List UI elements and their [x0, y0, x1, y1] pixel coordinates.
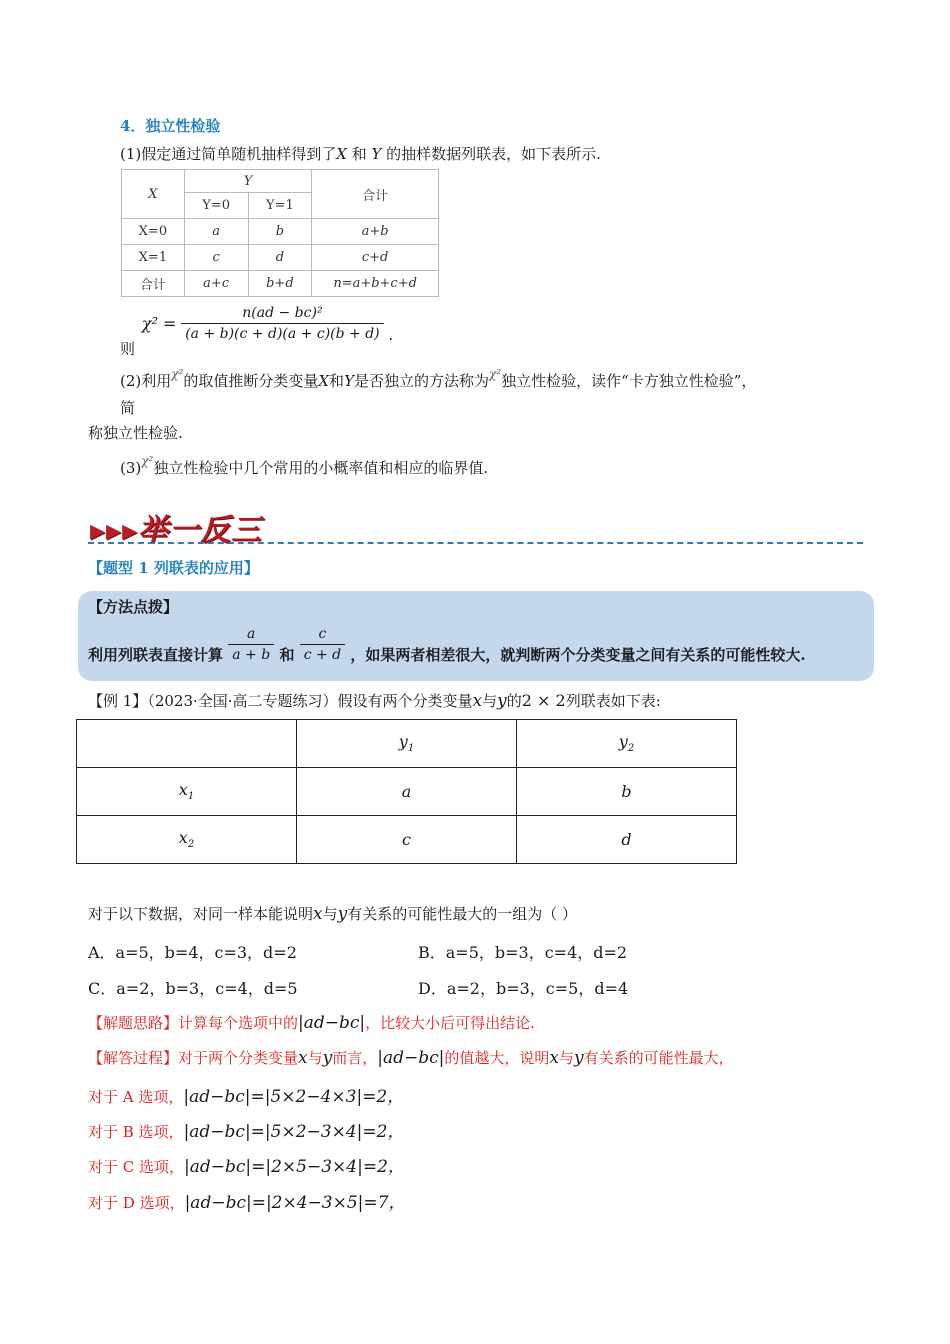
chi-square-formula — [120, 305, 394, 358]
p1-y: Y — [371, 145, 382, 163]
p2-chi: χ² — [171, 367, 184, 381]
cell: n=a+b+c+d — [312, 271, 439, 297]
method-line — [88, 626, 806, 663]
table-row — [77, 768, 737, 816]
p2-a: (2)利用 — [120, 372, 172, 390]
cell-a: a — [297, 768, 517, 816]
p2-d: 是否独立的方法称为 — [353, 372, 489, 390]
example-header — [88, 690, 661, 711]
cell: c+d — [312, 245, 439, 271]
table-row — [77, 816, 737, 864]
row-x1: $x_1$ — [77, 768, 297, 816]
cell: a+c — [184, 271, 248, 297]
example-label: 【例 1】 — [88, 692, 148, 710]
header-y2: $y_2$ — [517, 720, 737, 768]
process-b: 而言， — [332, 1049, 378, 1067]
method-and: 和 — [279, 646, 295, 664]
method-line-a: 利用列联表直接计算 — [88, 646, 224, 664]
option-a[interactable]: A．a=5，b=4，c=3，d=2 — [88, 943, 297, 962]
question-x: x — [313, 904, 323, 924]
p3-b: 独立性检验中几个常用的小概率值和相应的临界值. — [153, 459, 489, 477]
table-sub-y1: Y=1 — [248, 193, 312, 219]
line-expr: |ad−bc|=|5×2−3×4|=2， — [183, 1122, 405, 1142]
f2-den: c + d — [303, 647, 342, 663]
question-b: 有关系的可能性最大的一组为（ ） — [347, 905, 578, 923]
question-with: 与 — [322, 905, 338, 923]
header-y1: $y_1$ — [297, 720, 517, 768]
option-d[interactable]: D．a=2，b=3，c=5，d=4 — [418, 979, 629, 998]
p2-g: 称独立性检验. — [88, 424, 183, 442]
p2-c: 和 — [329, 372, 345, 390]
method-line-b: ，如果两者相差很大，就判断两个分类变量之间有关系的可能性较大. — [350, 646, 806, 664]
table-row — [122, 219, 439, 245]
formula-denominator: (a + b)(c + d)(a + c)(b + d) — [185, 326, 380, 342]
formula-end: . — [388, 325, 394, 344]
process-d: 有关系的可能性最大， — [583, 1049, 734, 1067]
method-fraction-1 — [228, 626, 274, 663]
process-label: 【解答过程】 — [88, 1049, 179, 1067]
line-prefix: 对于 D 选项， — [88, 1194, 185, 1212]
example-x: x — [472, 691, 483, 711]
line-expr: |ad−bc|=|2×4−3×5|=7， — [184, 1193, 406, 1213]
question-text — [88, 903, 577, 924]
option-b[interactable]: B．a=5，b=3，c=4，d=2 — [418, 943, 628, 962]
p1-prefix: (1)假定通过简单随机抽样得到了 — [120, 145, 337, 163]
formula-lhs: χ² = — [141, 314, 177, 333]
cell: b — [248, 219, 312, 245]
p1-suffix: 的抽样数据列联表，如下表所示. — [381, 145, 601, 163]
banner-divider — [88, 542, 863, 544]
process-expr: |ad−bc| — [377, 1048, 445, 1068]
example-y: y — [497, 691, 507, 711]
solution-think — [88, 1012, 535, 1033]
process-with: 与 — [307, 1049, 323, 1067]
method-title: 【方法点拨】 — [88, 598, 179, 616]
contingency-table — [121, 169, 439, 297]
f1-num: a — [228, 626, 274, 645]
p2-b: 的取值推断分类变量 — [183, 372, 319, 390]
solution-line-b — [88, 1117, 404, 1142]
example-tail: 列联表如下表: — [565, 692, 661, 710]
p1-x: X — [336, 145, 347, 163]
cell: a — [184, 219, 248, 245]
empty-cell — [77, 720, 297, 768]
example-with: 与 — [482, 692, 498, 710]
process-a: 对于两个分类变量 — [178, 1049, 299, 1067]
line-prefix: 对于 B 选项， — [88, 1123, 184, 1141]
row-label: 合计 — [122, 271, 185, 297]
paragraph-2 — [120, 367, 757, 391]
think-label: 【解题思路】 — [88, 1014, 179, 1032]
think-b: ，比较大小后可得出结论. — [365, 1014, 535, 1032]
p2-x: X — [318, 372, 330, 390]
cell: c — [184, 245, 248, 271]
line-prefix: 对于 A 选项， — [88, 1088, 184, 1106]
example-of: 的 — [506, 692, 522, 710]
formula-prefix: 则 — [120, 339, 136, 358]
row-label: X=0 — [122, 219, 185, 245]
cell: a+b — [312, 219, 439, 245]
process-with2: 与 — [559, 1049, 575, 1067]
question-a: 对于以下数据，对同一样本能说明 — [88, 905, 314, 923]
p2-f: 简 — [120, 399, 136, 417]
type1-title: 【题型 1 列联表的应用】 — [88, 559, 259, 577]
formula-fraction — [181, 305, 383, 342]
f1-den: a + b — [232, 647, 271, 663]
cell-d: d — [517, 816, 737, 864]
cell-c: c — [297, 816, 517, 864]
f2-num: c — [300, 626, 345, 645]
table-header-y: Y — [184, 170, 312, 193]
cell-b: b — [517, 768, 737, 816]
row-x2: $x_2$ — [77, 816, 297, 864]
process-c: 的值越大，说明 — [444, 1049, 550, 1067]
p2-y: Y — [344, 372, 354, 390]
p2-chi2: χ² — [488, 367, 502, 381]
solution-line-c — [88, 1152, 405, 1177]
p1-and: 和 — [346, 145, 372, 163]
line-prefix: 对于 C 选项， — [88, 1158, 185, 1176]
option-c[interactable]: C．a=2，b=3，c=4，d=5 — [88, 979, 298, 998]
solution-line-d — [88, 1188, 405, 1213]
section-title: 4．独立性检验 — [120, 117, 221, 135]
solution-line-a — [88, 1082, 404, 1107]
example-source: （2023·全国·高二专题练习）假设有两个分类变量 — [147, 692, 473, 710]
solution-process — [88, 1047, 734, 1068]
table-row — [122, 271, 439, 297]
process-y2: y — [574, 1048, 584, 1068]
table-sub-y0: Y=0 — [184, 193, 248, 219]
banner-heading: ▸▸▸举一反三 — [90, 513, 263, 548]
table-row — [77, 720, 737, 768]
question-y: y — [337, 904, 348, 924]
line-expr: |ad−bc|=|2×5−3×4|=2， — [184, 1157, 405, 1177]
think-a: 计算每个选项中的 — [178, 1014, 299, 1032]
process-x2: x — [549, 1048, 559, 1068]
think-expr: |ad−bc| — [298, 1013, 366, 1033]
p2-e: 独立性检验，读作“卡方独立性检验”， — [501, 372, 757, 390]
process-x: x — [298, 1048, 308, 1068]
table-header-total: 合计 — [312, 170, 439, 219]
table-row — [122, 245, 439, 271]
p3-chi: χ² — [141, 454, 154, 468]
formula-numerator: n(ad − bc)² — [181, 305, 383, 324]
method-fraction-2 — [300, 626, 345, 663]
example-table — [76, 719, 737, 864]
cell: b+d — [248, 271, 312, 297]
example-size: 2 × 2 — [521, 691, 566, 710]
paragraph-3 — [120, 454, 489, 478]
row-label: X=1 — [122, 245, 185, 271]
p3-a: (3) — [120, 459, 142, 477]
table-header-x: X — [122, 170, 185, 219]
process-y: y — [322, 1048, 333, 1068]
line-expr: |ad−bc|=|5×2−4×3|=2， — [183, 1087, 405, 1107]
paragraph-1 — [120, 143, 601, 164]
cell: d — [248, 245, 312, 271]
